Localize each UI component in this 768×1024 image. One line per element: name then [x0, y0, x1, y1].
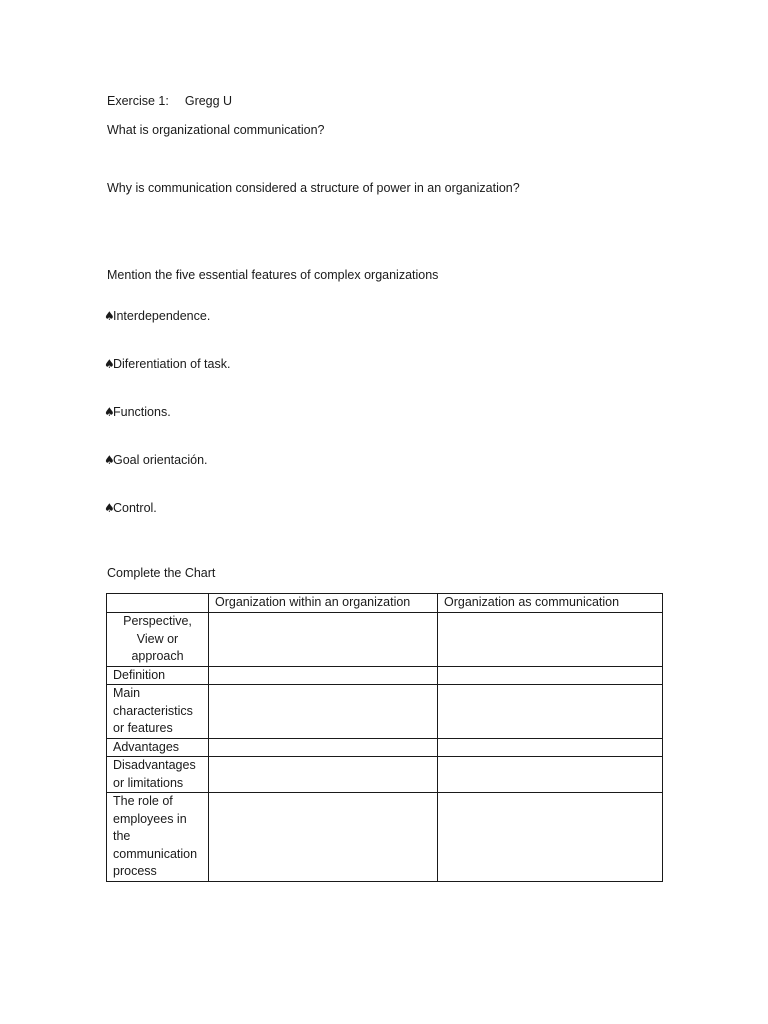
spade-icon: ♠ [104, 501, 113, 515]
table-cell[interactable] [209, 757, 438, 793]
row-label: Advantages [107, 738, 209, 757]
row-label: The role of employees in the communication process [107, 793, 209, 882]
exercise-label: Exercise 1: [107, 94, 169, 108]
table-cell[interactable] [209, 738, 438, 757]
spade-icon: ♠ [104, 453, 113, 467]
table-cell[interactable] [438, 685, 663, 739]
comparison-table [106, 593, 663, 882]
feature-item [104, 308, 210, 324]
table-cell[interactable] [438, 738, 663, 757]
feature-text: Control. [113, 501, 157, 515]
feature-text: Functions. [113, 405, 171, 419]
table-cell[interactable] [438, 793, 663, 882]
spade-icon: ♠ [104, 309, 113, 323]
table-cell[interactable] [209, 613, 438, 667]
table-header-cell [107, 594, 209, 613]
table-row [107, 685, 663, 739]
table-cell[interactable] [438, 613, 663, 667]
question-1: What is organizational communication? [107, 123, 325, 137]
row-label: Main characteristics or features [107, 685, 209, 739]
table-cell[interactable] [209, 685, 438, 739]
feature-item [104, 452, 208, 468]
table-cell[interactable] [438, 757, 663, 793]
student-name: Gregg U [184, 94, 233, 108]
chart-heading: Complete the Chart [107, 566, 216, 580]
table-row [107, 757, 663, 793]
table-row [107, 738, 663, 757]
table-header-row [107, 594, 663, 613]
exercise-header [107, 93, 232, 109]
row-label: Definition [107, 666, 209, 685]
row-label: Perspective, View or approach [107, 613, 209, 667]
table-cell[interactable] [209, 666, 438, 685]
question-2: Why is communication considered a structure of power in an organization? [107, 181, 520, 195]
feature-item [104, 500, 157, 516]
table-row [107, 666, 663, 685]
table-header-cell: Organization within an organization [209, 594, 438, 613]
table-cell[interactable] [438, 666, 663, 685]
feature-item [104, 404, 171, 420]
question-3: Mention the five essential features of complex organizations [107, 268, 439, 282]
row-label: Disadvantages or limitations [107, 757, 209, 793]
feature-text: Goal orientación. [113, 453, 208, 467]
table-header-cell: Organization as communication [438, 594, 663, 613]
spade-icon: ♠ [104, 357, 113, 371]
feature-item [104, 356, 230, 372]
table-cell[interactable] [209, 793, 438, 882]
feature-text: Diferentiation of task. [113, 357, 231, 371]
spade-icon: ♠ [104, 405, 113, 419]
table-row [107, 793, 663, 882]
table-row [107, 613, 663, 667]
feature-text: Interdependence. [113, 309, 211, 323]
